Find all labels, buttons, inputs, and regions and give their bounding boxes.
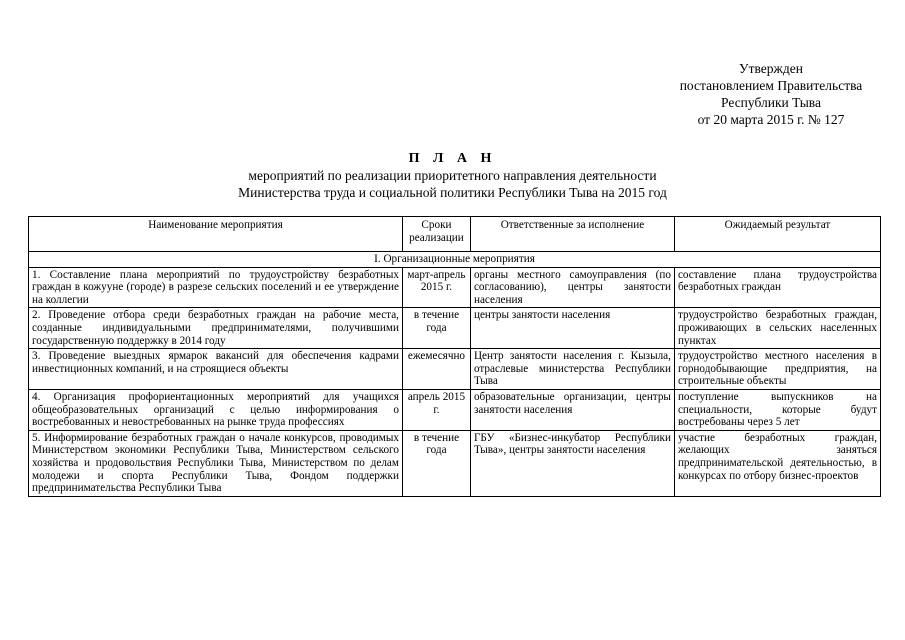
cell-responsible: ГБУ «Бизнес-инкубатор Республики Тыва», центры занятости населения — [470, 430, 674, 496]
cell-name: 1. Составление плана мероприятий по трудоустройству безработных граждан в кожууне (городе) в разрезе сельских поселений и ее утверждение на коллегии — [29, 267, 403, 308]
approval-stamp — [640, 60, 902, 128]
cell-name: 3. Проведение выездных ярмарок вакансий для обеспечения кадрами инвестиционных компаний, и на строящиеся объекты — [29, 349, 403, 390]
table-row — [29, 349, 881, 390]
approval-line: постановлением Правительства — [679, 78, 863, 93]
cell-name: 5. Информирование безработных граждан о начале конкурсов, проводимых Министерством экономики Республики Тыва, Министерством сельского хозяйства и продовольствия Республики Тыва, Министерством по делам молодежи и спорта Республики Тыва, Фондом поддержки предпринимательства Республики Тыва — [29, 430, 403, 496]
document-title — [0, 150, 905, 201]
title-line: Министерства труда и социальной политики Республики Тыва на 2015 год — [238, 185, 667, 200]
cell-result: участие безработных граждан, желающих заняться предпринимательской деятельностью, в конкурсах по отбору бизнес-проектов — [674, 430, 880, 496]
table-row — [29, 308, 881, 349]
cell-term: в течение года — [402, 308, 470, 349]
cell-responsible: центры занятости населения — [470, 308, 674, 349]
header-term: Сроки реализации — [402, 217, 470, 252]
cell-result: составление плана трудоустройства безработных граждан — [674, 267, 880, 308]
approval-date: от 20 марта 2015 г. № 127 — [697, 112, 845, 127]
cell-term: ежемесячно — [402, 349, 470, 390]
cell-result: трудоустройство местного населения в горнодобывающие предприятия, на строительные объекты — [674, 349, 880, 390]
header-responsible: Ответственные за исполнение — [470, 217, 674, 252]
cell-name: 4. Организация профориентационных мероприятий для учащихся общеобразовательных организаций с целью информирования о востребованных и невостребованных на рынке труда профессиях — [29, 389, 403, 430]
cell-term: в течение года — [402, 430, 470, 496]
table-header-row — [29, 217, 881, 252]
title-line: мероприятий по реализации приоритетного направления деятельности — [248, 168, 657, 183]
approval-line: Республики Тыва — [721, 95, 821, 110]
table-row — [29, 430, 881, 496]
header-result: Ожидаемый результат — [674, 217, 880, 252]
cell-responsible: Центр занятости населения г. Кызыла, отраслевые министерства Республики Тыва — [470, 349, 674, 390]
cell-responsible: образовательные организации, центры занятости населения — [470, 389, 674, 430]
section-row — [29, 252, 881, 268]
cell-term: апрель 2015 г. — [402, 389, 470, 430]
cell-responsible: органы местного самоуправления (по согласованию), центры занятости населения — [470, 267, 674, 308]
plan-table — [28, 216, 881, 497]
table-row — [29, 267, 881, 308]
cell-term: март-апрель 2015 г. — [402, 267, 470, 308]
cell-result: трудоустройство безработных граждан, проживающих в сельских населенных пунктах — [674, 308, 880, 349]
table-row — [29, 389, 881, 430]
header-name: Наименование мероприятия — [29, 217, 403, 252]
cell-name: 2. Проведение отбора среди безработных граждан на рабочие места, созданные индивидуальными предпринимателями, получившими государственную поддержку в 2014 году — [29, 308, 403, 349]
approval-line: Утвержден — [739, 61, 803, 76]
section-title: I. Организационные мероприятия — [29, 252, 881, 268]
plan-heading: П Л А Н — [408, 151, 497, 166]
cell-result: поступление выпускников на специальности, которые будут востребованы через 5 лет — [674, 389, 880, 430]
